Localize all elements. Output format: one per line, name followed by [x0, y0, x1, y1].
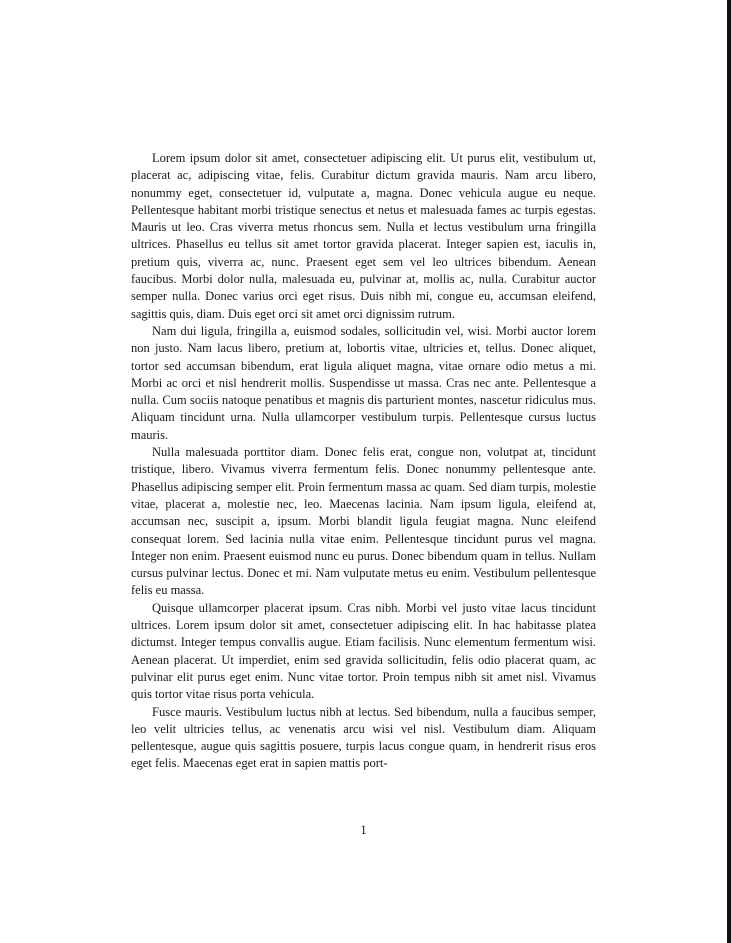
paragraph-5: Fusce mauris. Vestibulum luctus nibh at lectus. Sed bibendum, nulla a faucibus semper, leo velit ultricies tellus, ac venenatis arcu wisi vel nisl. Vestibulum diam. Aliquam pellentesque, augue quis sagittis posuere, turpis lacus congue quam, in hendrerit risus eros eget felis. Maecenas eget erat in sapien mattis port- — [131, 704, 596, 771]
page-edge-border — [727, 0, 731, 943]
page-number: 1 — [360, 823, 367, 837]
paragraph-3: Nulla malesuada porttitor diam. Donec felis erat, congue non, volutpat at, tincidunt tristique, libero. Vivamus viverra fermentum felis. Donec nonummy pellentesque ante. Phasellus adipiscing semper elit. Proin fermentum massa ac quam. Sed diam turpis, molestie vitae, placerat a, molestie nec, leo. Maecenas lacinia. Nam ipsum ligula, eleifend at, accumsan nec, suscipit a, ipsum. Morbi blandit ligula feugiat magna. Nunc eleifend consequat lorem. Sed lacinia nulla vitae enim. Pellentesque tincidunt purus vel magna. Integer non enim. Praesent euismod nunc eu purus. Donec bibendum quam in tellus. Nullam cursus pulvinar lectus. Donec et mi. Nam vulputate metus eu enim. Vestibulum pellentesque felis eu massa. — [131, 445, 596, 598]
paragraph-4: Quisque ullamcorper placerat ipsum. Cras nibh. Morbi vel justo vitae lacus tincidunt ultrices. Lorem ipsum dolor sit amet, consectetuer adipiscing elit. In hac habitasse platea dictumst. Integer tempus convallis augue. Etiam facilisis. Nunc elementum fermentum wisi. Aenean placerat. Ut imperdiet, enim sed gravida sollicitudin, felis odio placerat quam, ac pulvinar elit purus eget enim. Nunc vitae tortor. Proin tempus nibh sit amet nisl. Vivamus quis tortor vitae risus porta vehicula. — [131, 600, 596, 702]
body-text — [131, 150, 596, 773]
paragraph-1: Lorem ipsum dolor sit amet, consectetuer adipiscing elit. Ut purus elit, vestibulum ut, placerat ac, adipiscing vitae, felis. Curabitur dictum gravida mauris. Nam arcu libero, nonummy eget, consectetuer id, vulputate a, magna. Donec vehicula augue eu neque. Pellentesque habitant morbi tristique senectus et netus et malesuada fames ac turpis egestas. Mauris ut leo. Cras viverra metus rhoncus sem. Nulla et lectus vestibulum urna fringilla ultrices. Phasellus eu tellus sit amet tortor gravida placerat. Integer sapien est, iaculis in, pretium quis, viverra ac, nunc. Praesent eget sem vel leo ultrices bibendum. Aenean faucibus. Morbi dolor nulla, malesuada eu, pulvinar at, mollis ac, nulla. Curabitur auctor semper nulla. Donec varius orci eget risus. Duis nibh mi, congue eu, accumsan eleifend, sagittis quis, diam. Duis eget orci sit amet orci dignissim rutrum. — [131, 151, 596, 321]
paragraph-2: Nam dui ligula, fringilla a, euismod sodales, sollicitudin vel, wisi. Morbi auctor lorem non justo. Nam lacus libero, pretium at, lobortis vitae, ultricies et, tellus. Donec aliquet, tortor sed accumsan bibendum, erat ligula aliquet magna, vitae ornare odio metus a mi. Morbi ac orci et nisl hendrerit mollis. Suspendisse ut massa. Cras nec ante. Pellentesque a nulla. Cum sociis natoque penatibus et magnis dis parturient montes, nascetur ridiculus mus. Aliquam tincidunt urna. Nulla ullamcorper vestibulum turpis. Pellentesque cursus luctus mauris. — [131, 323, 596, 442]
